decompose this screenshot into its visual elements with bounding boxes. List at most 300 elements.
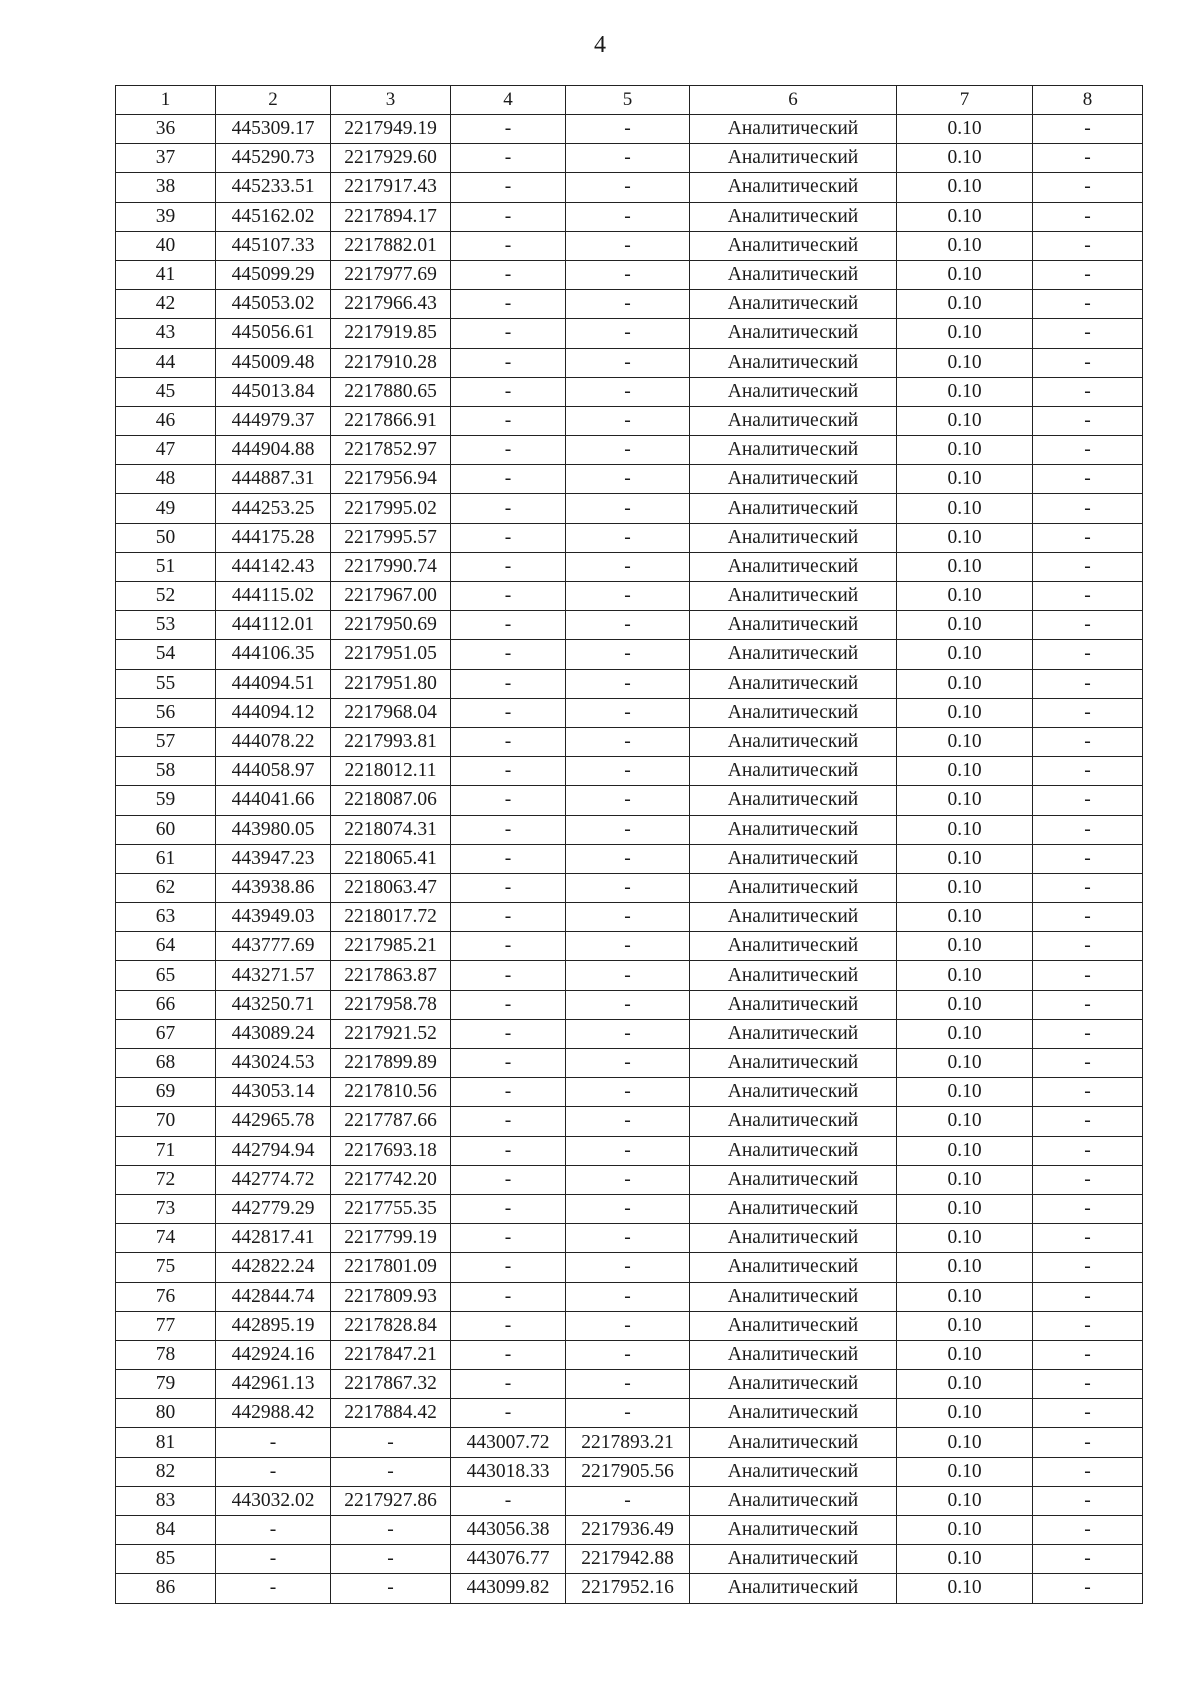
description-cell: - (1033, 377, 1143, 406)
x-coordinate-cell: 442774.72 (216, 1165, 331, 1194)
description-cell: - (1033, 552, 1143, 581)
x-coordinate-cell: 442844.74 (216, 1282, 331, 1311)
table-row (116, 582, 1143, 611)
table-row (116, 1311, 1143, 1340)
x-new-coordinate-cell: - (451, 932, 566, 961)
description-cell: - (1033, 1253, 1143, 1282)
y-new-coordinate-cell: - (566, 1399, 690, 1428)
x-new-coordinate-cell: - (451, 1340, 566, 1369)
description-cell: - (1033, 173, 1143, 202)
description-cell: - (1033, 582, 1143, 611)
x-coordinate-cell: 442965.78 (216, 1107, 331, 1136)
method-cell: Аналитический (690, 669, 897, 698)
column-header: 1 (116, 86, 216, 115)
point-number-cell: 61 (116, 844, 216, 873)
point-number-cell: 73 (116, 1194, 216, 1223)
accuracy-cell: 0.10 (897, 786, 1033, 815)
accuracy-cell: 0.10 (897, 990, 1033, 1019)
accuracy-cell: 0.10 (897, 640, 1033, 669)
point-number-cell: 51 (116, 552, 216, 581)
method-cell: Аналитический (690, 1545, 897, 1574)
page-number: 4 (594, 32, 606, 58)
column-header: 2 (216, 86, 331, 115)
description-cell: - (1033, 1370, 1143, 1399)
description-cell: - (1033, 611, 1143, 640)
x-new-coordinate-cell: - (451, 903, 566, 932)
x-new-coordinate-cell: - (451, 523, 566, 552)
y-coordinate-cell: 2217995.57 (331, 523, 451, 552)
description-cell: - (1033, 1282, 1143, 1311)
point-number-cell: 75 (116, 1253, 216, 1282)
table-header-row (116, 86, 1143, 115)
point-number-cell: 74 (116, 1224, 216, 1253)
x-new-coordinate-cell: - (451, 757, 566, 786)
y-coordinate-cell: 2217993.81 (331, 727, 451, 756)
y-coordinate-cell: 2217951.05 (331, 640, 451, 669)
description-cell: - (1033, 436, 1143, 465)
x-coordinate-cell: 442988.42 (216, 1399, 331, 1428)
table-row (116, 1545, 1143, 1574)
method-cell: Аналитический (690, 1078, 897, 1107)
y-new-coordinate-cell: - (566, 115, 690, 144)
y-new-coordinate-cell: - (566, 786, 690, 815)
accuracy-cell: 0.10 (897, 873, 1033, 902)
y-coordinate-cell: - (331, 1428, 451, 1457)
y-new-coordinate-cell: 2217936.49 (566, 1516, 690, 1545)
y-new-coordinate-cell: - (566, 1019, 690, 1048)
accuracy-cell: 0.10 (897, 903, 1033, 932)
description-cell: - (1033, 523, 1143, 552)
y-coordinate-cell: 2217967.00 (331, 582, 451, 611)
description-cell: - (1033, 1311, 1143, 1340)
x-new-coordinate-cell: 443007.72 (451, 1428, 566, 1457)
x-new-coordinate-cell: - (451, 990, 566, 1019)
table-row (116, 932, 1143, 961)
description-cell: - (1033, 815, 1143, 844)
y-coordinate-cell: 2217956.94 (331, 465, 451, 494)
method-cell: Аналитический (690, 873, 897, 902)
point-number-cell: 45 (116, 377, 216, 406)
y-coordinate-cell: 2217809.93 (331, 1282, 451, 1311)
description-cell: - (1033, 1165, 1143, 1194)
x-coordinate-cell: 443271.57 (216, 961, 331, 990)
accuracy-cell: 0.10 (897, 757, 1033, 786)
x-coordinate-cell: 442794.94 (216, 1136, 331, 1165)
y-coordinate-cell: 2217921.52 (331, 1019, 451, 1048)
y-coordinate-cell: 2217950.69 (331, 611, 451, 640)
table-row (116, 523, 1143, 552)
point-number-cell: 37 (116, 144, 216, 173)
x-new-coordinate-cell: - (451, 1078, 566, 1107)
description-cell: - (1033, 1194, 1143, 1223)
y-coordinate-cell: 2217847.21 (331, 1340, 451, 1369)
x-coordinate-cell: 445309.17 (216, 115, 331, 144)
point-number-cell: 48 (116, 465, 216, 494)
x-new-coordinate-cell: 443076.77 (451, 1545, 566, 1574)
y-new-coordinate-cell: - (566, 815, 690, 844)
description-cell: - (1033, 961, 1143, 990)
description-cell: - (1033, 1136, 1143, 1165)
table-row (116, 436, 1143, 465)
point-number-cell: 69 (116, 1078, 216, 1107)
y-new-coordinate-cell: - (566, 1136, 690, 1165)
description-cell: - (1033, 348, 1143, 377)
y-coordinate-cell: 2217894.17 (331, 202, 451, 231)
point-number-cell: 53 (116, 611, 216, 640)
table-row (116, 1457, 1143, 1486)
y-new-coordinate-cell: - (566, 640, 690, 669)
y-new-coordinate-cell: - (566, 669, 690, 698)
accuracy-cell: 0.10 (897, 290, 1033, 319)
method-cell: Аналитический (690, 1253, 897, 1282)
x-coordinate-cell: - (216, 1457, 331, 1486)
x-coordinate-cell: - (216, 1428, 331, 1457)
y-coordinate-cell: 2218063.47 (331, 873, 451, 902)
point-number-cell: 68 (116, 1049, 216, 1078)
method-cell: Аналитический (690, 260, 897, 289)
table-row (116, 1516, 1143, 1545)
point-number-cell: 47 (116, 436, 216, 465)
accuracy-cell: 0.10 (897, 961, 1033, 990)
table-row (116, 1165, 1143, 1194)
y-coordinate-cell: 2217828.84 (331, 1311, 451, 1340)
x-new-coordinate-cell: - (451, 115, 566, 144)
table-row (116, 406, 1143, 435)
table-row (116, 494, 1143, 523)
point-number-cell: 81 (116, 1428, 216, 1457)
y-new-coordinate-cell: 2217952.16 (566, 1574, 690, 1603)
accuracy-cell: 0.10 (897, 319, 1033, 348)
point-number-cell: 78 (116, 1340, 216, 1369)
x-new-coordinate-cell: - (451, 1253, 566, 1282)
table-row (116, 1574, 1143, 1603)
accuracy-cell: 0.10 (897, 436, 1033, 465)
y-coordinate-cell: 2217990.74 (331, 552, 451, 581)
accuracy-cell: 0.10 (897, 202, 1033, 231)
x-coordinate-cell: 443938.86 (216, 873, 331, 902)
y-coordinate-cell: - (331, 1457, 451, 1486)
y-new-coordinate-cell: - (566, 1311, 690, 1340)
description-cell: - (1033, 1457, 1143, 1486)
y-new-coordinate-cell: 2217893.21 (566, 1428, 690, 1457)
method-cell: Аналитический (690, 115, 897, 144)
accuracy-cell: 0.10 (897, 1224, 1033, 1253)
x-coordinate-cell: 445056.61 (216, 319, 331, 348)
accuracy-cell: 0.10 (897, 932, 1033, 961)
point-number-cell: 79 (116, 1370, 216, 1399)
y-new-coordinate-cell: - (566, 698, 690, 727)
y-coordinate-cell: 2217919.85 (331, 319, 451, 348)
point-number-cell: 65 (116, 961, 216, 990)
x-coordinate-cell: 445107.33 (216, 231, 331, 260)
point-number-cell: 46 (116, 406, 216, 435)
method-cell: Аналитический (690, 1136, 897, 1165)
point-number-cell: 63 (116, 903, 216, 932)
x-new-coordinate-cell: - (451, 202, 566, 231)
description-cell: - (1033, 406, 1143, 435)
method-cell: Аналитический (690, 903, 897, 932)
x-coordinate-cell: 444094.12 (216, 698, 331, 727)
table-row (116, 1194, 1143, 1223)
y-coordinate-cell: - (331, 1516, 451, 1545)
x-new-coordinate-cell: - (451, 1399, 566, 1428)
accuracy-cell: 0.10 (897, 1486, 1033, 1515)
point-number-cell: 86 (116, 1574, 216, 1603)
method-cell: Аналитический (690, 231, 897, 260)
accuracy-cell: 0.10 (897, 1019, 1033, 1048)
x-new-coordinate-cell: - (451, 844, 566, 873)
x-coordinate-cell: 443777.69 (216, 932, 331, 961)
x-coordinate-cell: 444887.31 (216, 465, 331, 494)
accuracy-cell: 0.10 (897, 1428, 1033, 1457)
x-new-coordinate-cell: - (451, 961, 566, 990)
point-number-cell: 39 (116, 202, 216, 231)
y-coordinate-cell: 2218074.31 (331, 815, 451, 844)
description-cell: - (1033, 1428, 1143, 1457)
point-number-cell: 36 (116, 115, 216, 144)
x-new-coordinate-cell: - (451, 1194, 566, 1223)
table-row (116, 815, 1143, 844)
x-new-coordinate-cell: - (451, 640, 566, 669)
point-number-cell: 49 (116, 494, 216, 523)
point-number-cell: 52 (116, 582, 216, 611)
y-coordinate-cell: 2217755.35 (331, 1194, 451, 1223)
x-new-coordinate-cell: - (451, 727, 566, 756)
table-row (116, 873, 1143, 902)
description-cell: - (1033, 260, 1143, 289)
y-coordinate-cell: 2218065.41 (331, 844, 451, 873)
x-coordinate-cell: 444253.25 (216, 494, 331, 523)
x-coordinate-cell: 443250.71 (216, 990, 331, 1019)
description-cell: - (1033, 1486, 1143, 1515)
method-cell: Аналитический (690, 844, 897, 873)
description-cell: - (1033, 1224, 1143, 1253)
method-cell: Аналитический (690, 932, 897, 961)
method-cell: Аналитический (690, 465, 897, 494)
accuracy-cell: 0.10 (897, 1340, 1033, 1369)
x-coordinate-cell: 444106.35 (216, 640, 331, 669)
accuracy-cell: 0.10 (897, 494, 1033, 523)
y-new-coordinate-cell: - (566, 494, 690, 523)
method-cell: Аналитический (690, 786, 897, 815)
accuracy-cell: 0.10 (897, 231, 1033, 260)
x-new-coordinate-cell: - (451, 1019, 566, 1048)
point-number-cell: 60 (116, 815, 216, 844)
x-new-coordinate-cell: - (451, 873, 566, 902)
point-number-cell: 62 (116, 873, 216, 902)
x-coordinate-cell: 444175.28 (216, 523, 331, 552)
x-new-coordinate-cell: 443056.38 (451, 1516, 566, 1545)
description-cell: - (1033, 1019, 1143, 1048)
point-number-cell: 55 (116, 669, 216, 698)
description-cell: - (1033, 932, 1143, 961)
y-new-coordinate-cell: - (566, 436, 690, 465)
table-row (116, 1370, 1143, 1399)
y-new-coordinate-cell: - (566, 727, 690, 756)
y-coordinate-cell: 2217917.43 (331, 173, 451, 202)
x-new-coordinate-cell: - (451, 1049, 566, 1078)
y-new-coordinate-cell: - (566, 1282, 690, 1311)
point-number-cell: 71 (116, 1136, 216, 1165)
accuracy-cell: 0.10 (897, 1457, 1033, 1486)
description-cell: - (1033, 1107, 1143, 1136)
accuracy-cell: 0.10 (897, 1078, 1033, 1107)
x-coordinate-cell: 442817.41 (216, 1224, 331, 1253)
x-coordinate-cell: 444142.43 (216, 552, 331, 581)
x-coordinate-cell: 444115.02 (216, 582, 331, 611)
point-number-cell: 64 (116, 932, 216, 961)
x-coordinate-cell: 444904.88 (216, 436, 331, 465)
y-coordinate-cell: 2217910.28 (331, 348, 451, 377)
table-row (116, 640, 1143, 669)
description-cell: - (1033, 873, 1143, 902)
column-header: 4 (451, 86, 566, 115)
description-cell: - (1033, 640, 1143, 669)
y-new-coordinate-cell: - (566, 990, 690, 1019)
y-new-coordinate-cell: - (566, 465, 690, 494)
description-cell: - (1033, 990, 1143, 1019)
y-new-coordinate-cell: - (566, 844, 690, 873)
point-number-cell: 43 (116, 319, 216, 348)
table-row (116, 990, 1143, 1019)
x-coordinate-cell: 443089.24 (216, 1019, 331, 1048)
x-coordinate-cell: 444058.97 (216, 757, 331, 786)
table-row (116, 115, 1143, 144)
table-row (116, 1399, 1143, 1428)
method-cell: Аналитический (690, 406, 897, 435)
accuracy-cell: 0.10 (897, 115, 1033, 144)
accuracy-cell: 0.10 (897, 465, 1033, 494)
x-new-coordinate-cell: - (451, 494, 566, 523)
x-new-coordinate-cell: - (451, 348, 566, 377)
point-number-cell: 38 (116, 173, 216, 202)
y-coordinate-cell: 2217995.02 (331, 494, 451, 523)
method-cell: Аналитический (690, 319, 897, 348)
method-cell: Аналитический (690, 1399, 897, 1428)
x-coordinate-cell: 442924.16 (216, 1340, 331, 1369)
accuracy-cell: 0.10 (897, 698, 1033, 727)
accuracy-cell: 0.10 (897, 1399, 1033, 1428)
method-cell: Аналитический (690, 1486, 897, 1515)
point-number-cell: 83 (116, 1486, 216, 1515)
y-coordinate-cell: 2218017.72 (331, 903, 451, 932)
method-cell: Аналитический (690, 436, 897, 465)
table-row (116, 1224, 1143, 1253)
y-coordinate-cell: 2217852.97 (331, 436, 451, 465)
description-cell: - (1033, 290, 1143, 319)
x-coordinate-cell: 445009.48 (216, 348, 331, 377)
x-new-coordinate-cell: - (451, 173, 566, 202)
x-new-coordinate-cell: - (451, 815, 566, 844)
x-new-coordinate-cell: - (451, 1370, 566, 1399)
description-cell: - (1033, 115, 1143, 144)
method-cell: Аналитический (690, 1019, 897, 1048)
y-coordinate-cell: 2217884.42 (331, 1399, 451, 1428)
method-cell: Аналитический (690, 698, 897, 727)
x-new-coordinate-cell: - (451, 377, 566, 406)
method-cell: Аналитический (690, 611, 897, 640)
point-number-cell: 66 (116, 990, 216, 1019)
x-coordinate-cell: 443980.05 (216, 815, 331, 844)
point-number-cell: 85 (116, 1545, 216, 1574)
x-coordinate-cell: 442895.19 (216, 1311, 331, 1340)
y-new-coordinate-cell: - (566, 231, 690, 260)
y-coordinate-cell: 2217866.91 (331, 406, 451, 435)
accuracy-cell: 0.10 (897, 1107, 1033, 1136)
table-row (116, 844, 1143, 873)
method-cell: Аналитический (690, 990, 897, 1019)
table-row (116, 290, 1143, 319)
y-coordinate-cell: 2217985.21 (331, 932, 451, 961)
x-new-coordinate-cell: - (451, 786, 566, 815)
point-number-cell: 76 (116, 1282, 216, 1311)
method-cell: Аналитический (690, 1165, 897, 1194)
accuracy-cell: 0.10 (897, 1165, 1033, 1194)
y-new-coordinate-cell: - (566, 961, 690, 990)
accuracy-cell: 0.10 (897, 406, 1033, 435)
y-coordinate-cell: 2217867.32 (331, 1370, 451, 1399)
accuracy-cell: 0.10 (897, 844, 1033, 873)
y-new-coordinate-cell: 2217942.88 (566, 1545, 690, 1574)
x-coordinate-cell: 443947.23 (216, 844, 331, 873)
table-row (116, 1340, 1143, 1369)
y-new-coordinate-cell: 2217905.56 (566, 1457, 690, 1486)
description-cell: - (1033, 1049, 1143, 1078)
accuracy-cell: 0.10 (897, 1282, 1033, 1311)
table-row (116, 260, 1143, 289)
description-cell: - (1033, 757, 1143, 786)
table-body (116, 86, 1143, 1604)
x-coordinate-cell: 444041.66 (216, 786, 331, 815)
y-coordinate-cell: 2217949.19 (331, 115, 451, 144)
x-new-coordinate-cell: - (451, 1311, 566, 1340)
point-number-cell: 84 (116, 1516, 216, 1545)
y-coordinate-cell: 2217863.87 (331, 961, 451, 990)
table-row (116, 173, 1143, 202)
point-number-cell: 42 (116, 290, 216, 319)
y-new-coordinate-cell: - (566, 1370, 690, 1399)
accuracy-cell: 0.10 (897, 815, 1033, 844)
method-cell: Аналитический (690, 1574, 897, 1603)
point-number-cell: 41 (116, 260, 216, 289)
method-cell: Аналитический (690, 727, 897, 756)
point-number-cell: 82 (116, 1457, 216, 1486)
y-new-coordinate-cell: - (566, 377, 690, 406)
table-row (116, 377, 1143, 406)
method-cell: Аналитический (690, 1516, 897, 1545)
point-number-cell: 57 (116, 727, 216, 756)
x-coordinate-cell: 443032.02 (216, 1486, 331, 1515)
x-new-coordinate-cell: - (451, 1107, 566, 1136)
x-new-coordinate-cell: 443018.33 (451, 1457, 566, 1486)
column-header: 7 (897, 86, 1033, 115)
accuracy-cell: 0.10 (897, 1516, 1033, 1545)
description-cell: - (1033, 1574, 1143, 1603)
point-number-cell: 40 (116, 231, 216, 260)
description-cell: - (1033, 1545, 1143, 1574)
table-row (116, 698, 1143, 727)
description-cell: - (1033, 698, 1143, 727)
point-number-cell: 77 (116, 1311, 216, 1340)
method-cell: Аналитический (690, 1049, 897, 1078)
point-number-cell: 50 (116, 523, 216, 552)
accuracy-cell: 0.10 (897, 173, 1033, 202)
x-coordinate-cell: 442961.13 (216, 1370, 331, 1399)
x-new-coordinate-cell: - (451, 552, 566, 581)
column-header: 8 (1033, 86, 1143, 115)
y-coordinate-cell: 2217951.80 (331, 669, 451, 698)
description-cell: - (1033, 319, 1143, 348)
